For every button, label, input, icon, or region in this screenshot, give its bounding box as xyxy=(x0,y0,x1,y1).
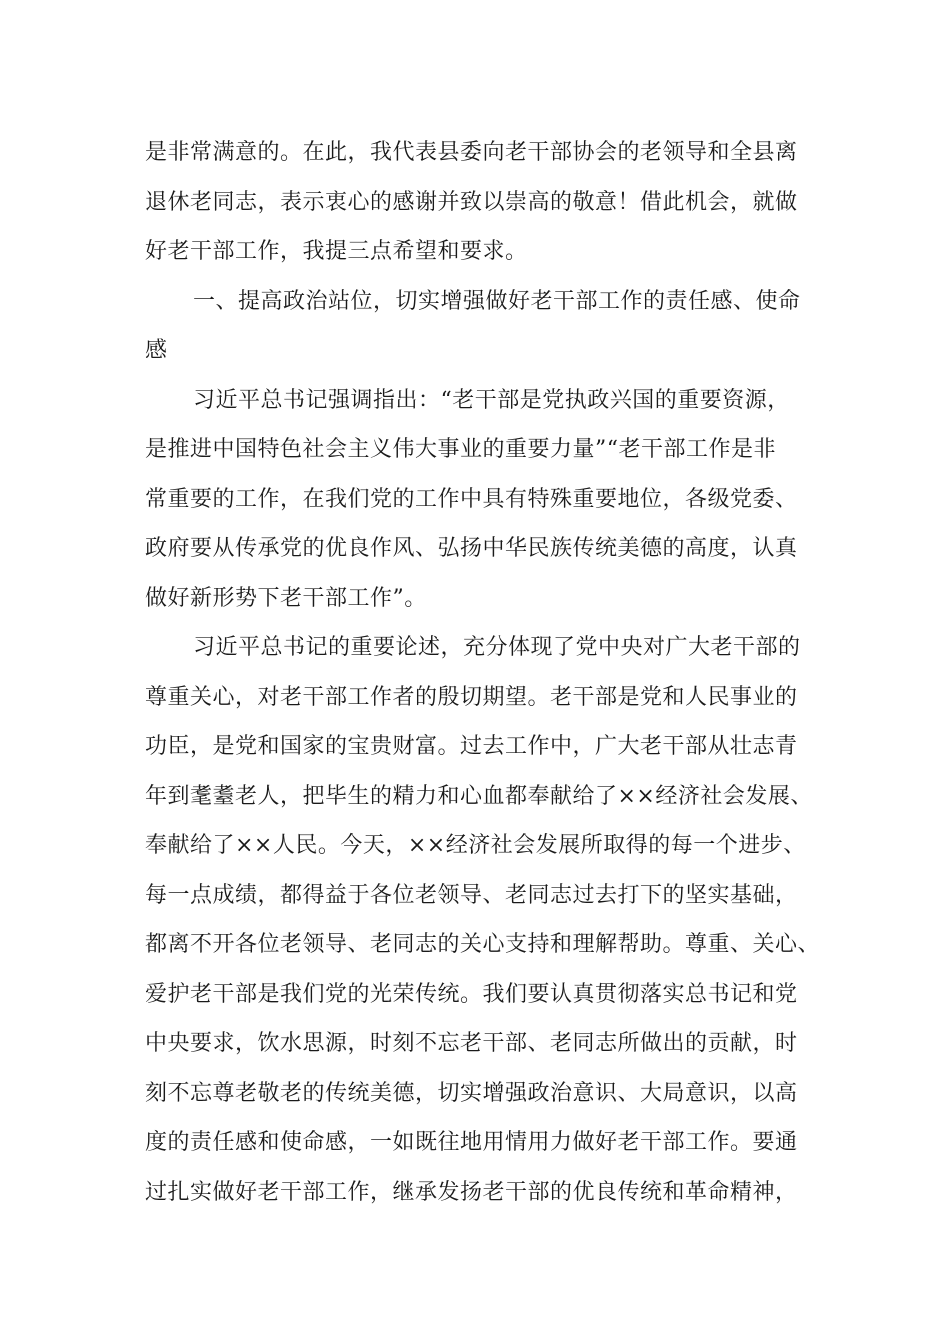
body-text xyxy=(145,128,821,1217)
text-line: 刻不忘尊老敬老的传统美德，切实增强政治意识、大局意识，以高 xyxy=(145,1080,798,1106)
text-line: 功臣，是党和国家的宝贵财富。过去工作中，广大老干部从壮志青 xyxy=(145,734,798,759)
text-line: 好老干部工作，我提三点希望和要求。 xyxy=(145,239,528,264)
text-line: 尊重关心，对老干部工作者的殷切期望。老干部是党和人民事业的 xyxy=(145,684,798,710)
text-line: 政府要从传承党的优良作风、弘扬中华民族传统美德的高度，认真 xyxy=(145,536,798,561)
text-line: 做好新形势下老干部工作”。 xyxy=(145,585,427,611)
text-line: 爱护老干部是我们党的光荣传统。我们要认真贯彻落实总书记和党 xyxy=(145,981,798,1007)
text-line: 都离不开各位老领导、老同志的关心支持和理解帮助。尊重、关心、 xyxy=(145,932,821,957)
text-line: 常重要的工作，在我们党的工作中具有特殊重要地位，各级党委、 xyxy=(145,486,798,512)
text-line: 习近平总书记强调指出：“老干部是党执政兴国的重要资源， xyxy=(193,387,790,413)
text-line: 是推进中国特色社会主义伟大事业的重要力量”“老干部工作是非 xyxy=(145,437,776,462)
text-line: 度的责任感和使命感，一如既往地用情用力做好老干部工作。要通 xyxy=(145,1130,798,1155)
text-line: 奉献给了××人民。今天，××经济社会发展所取得的每一个进步、 xyxy=(145,833,806,858)
text-line: 是非常满意的。在此，我代表县委向老干部协会的老领导和全县离 xyxy=(145,140,798,165)
text-line: 中央要求，饮水思源，时刻不忘老干部、老同志所做出的贡献，时 xyxy=(145,1031,798,1056)
section-heading: 一、提高政治站位，切实增强做好老干部工作的责任感、使命 xyxy=(193,288,801,314)
text-line: 退休老同志，表示衷心的感谢并致以崇高的敬意！借此机会，就做 xyxy=(145,189,798,215)
text-line: 年到耄耋老人，把毕生的精力和心血都奉献给了××经济社会发展、 xyxy=(145,783,813,809)
text-line: 过扎实做好老干部工作，继承发扬老干部的优良传统和革命精神， xyxy=(145,1179,798,1205)
section-heading-continued: 感 xyxy=(145,338,168,363)
text-line: 每一点成绩，都得益于各位老领导、老同志过去打下的坚实基础， xyxy=(145,882,798,908)
text-line: 习近平总书记的重要论述，充分体现了党中央对广大老干部的 xyxy=(193,635,801,660)
